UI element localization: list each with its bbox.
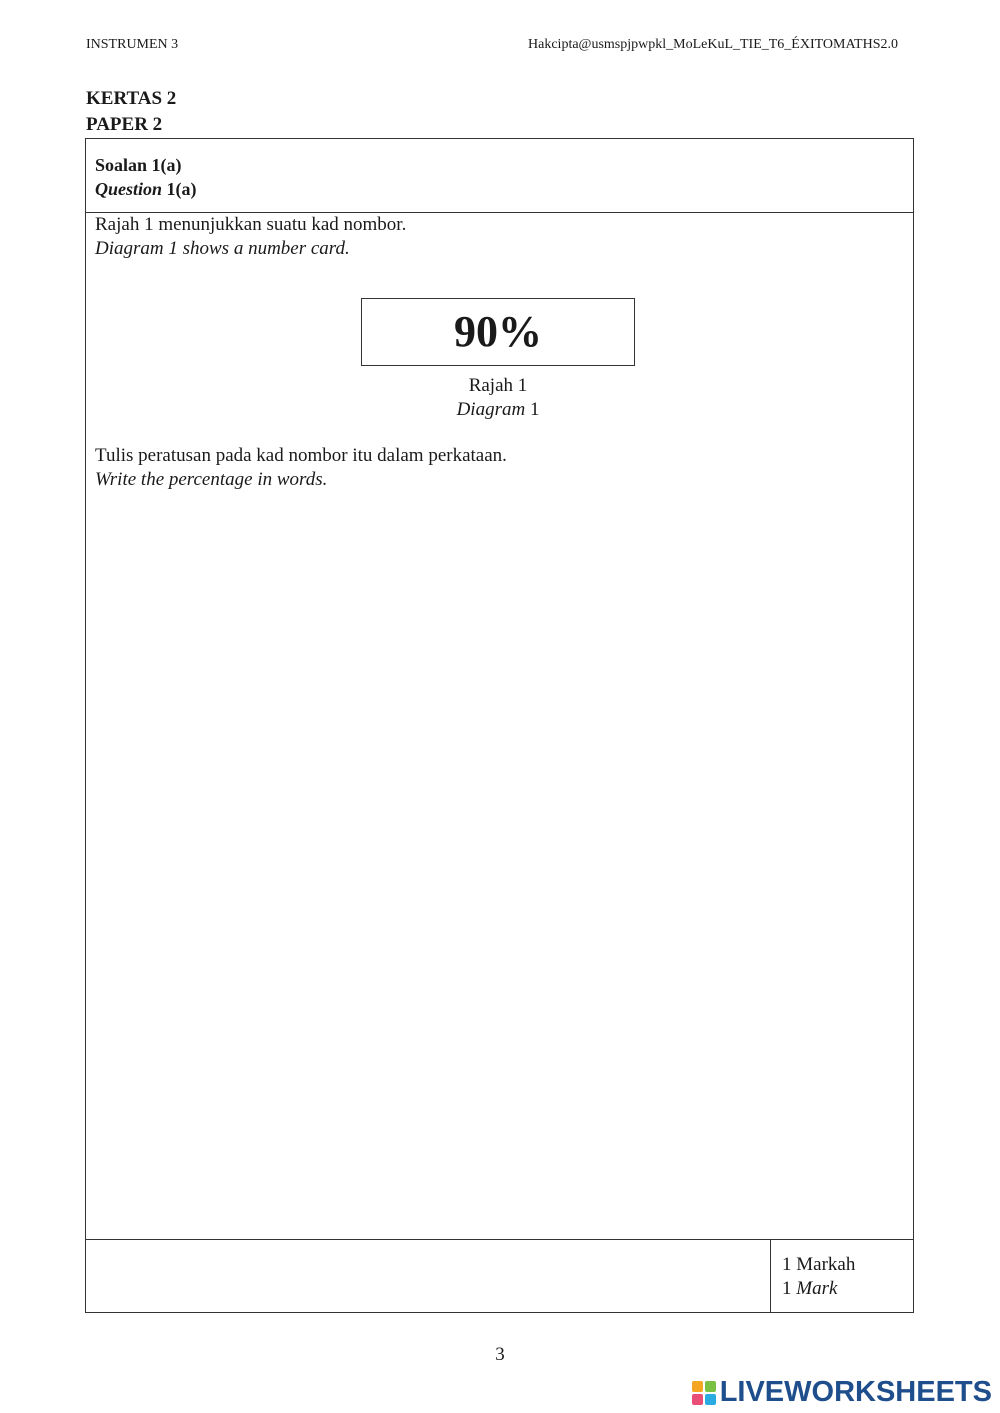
- question-frame: [85, 138, 914, 1313]
- question-label-en-word: Question: [95, 179, 163, 199]
- diagram-caption-en-number: 1: [525, 399, 540, 420]
- answer-row: [86, 1239, 913, 1312]
- question-header: [86, 139, 913, 213]
- diagram-caption-ms: Rajah 1: [468, 375, 528, 396]
- marks-en-word: Mark: [796, 1278, 838, 1299]
- question-instruction-ms: Tulis peratusan pada kad nombor itu dalam perkataan.: [95, 445, 507, 466]
- question-intro-en: Diagram 1 shows a number card.: [95, 238, 350, 259]
- question-body: [86, 213, 913, 1241]
- question-instruction-en: Write the percentage in words.: [95, 469, 328, 490]
- liveworksheets-logo-text: LIVEWORKSHEETS: [719, 1376, 992, 1408]
- question-instruction: [95, 444, 507, 492]
- question-intro-ms: Rajah 1 menunjukkan suatu kad nombor.: [95, 214, 407, 235]
- diagram-caption: [361, 374, 635, 422]
- marks-en-number: 1: [782, 1278, 797, 1299]
- marks-cell: [782, 1253, 855, 1301]
- liveworksheets-logo[interactable]: [692, 1376, 992, 1409]
- paper-title-en: PAPER 2: [86, 114, 163, 135]
- question-label-en-number: 1(a): [162, 179, 197, 199]
- number-card: 90%: [361, 298, 635, 366]
- header-instrument-label: INSTRUMEN 3: [86, 37, 179, 52]
- question-intro: [95, 213, 406, 261]
- liveworksheets-logo-icon: [692, 1381, 716, 1405]
- answer-input-area[interactable]: [86, 1240, 771, 1312]
- question-label-en: [95, 177, 197, 201]
- question-label-ms: Soalan 1(a): [95, 155, 182, 175]
- diagram-caption-en: [361, 398, 635, 422]
- header-copyright: Hakcipta@usmspjpwpkl_MoLeKuL_TIE_T6_ÉXITOMATHS2.0: [528, 37, 898, 52]
- paper-title: [86, 86, 176, 138]
- page-number: 3: [495, 1344, 505, 1365]
- paper-title-ms: KERTAS 2: [86, 88, 177, 109]
- marks-en: [782, 1277, 855, 1301]
- diagram-caption-en-word: Diagram: [456, 399, 526, 420]
- marks-ms: 1 Markah: [782, 1254, 856, 1275]
